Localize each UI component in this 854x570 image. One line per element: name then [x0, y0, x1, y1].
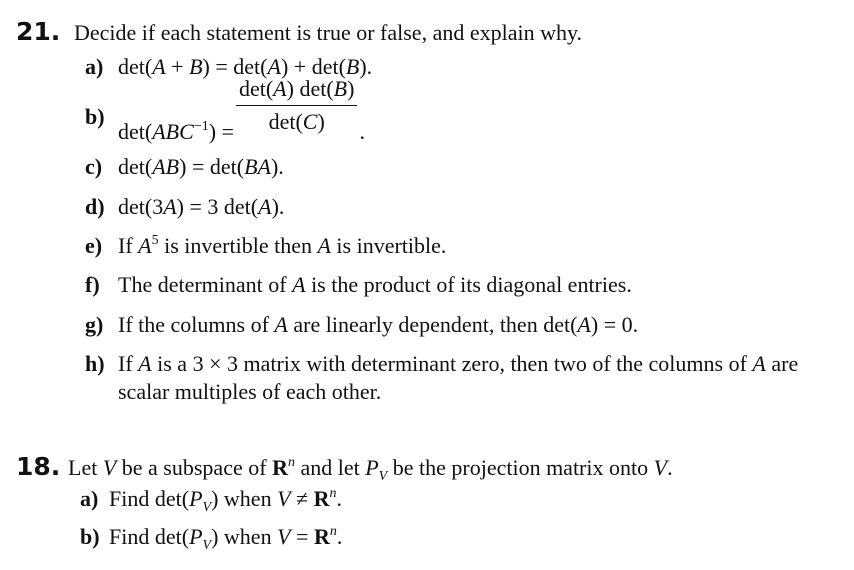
item-label: a) — [80, 486, 99, 511]
statement-text: $\det(ABC^{-1})$ = $\frac{\det(A) \det(B)}{\det(C)}$ . — [118, 76, 365, 144]
statement-text: The determinant of A is the product of its diagonal entries. — [118, 272, 632, 297]
statement-text: If A is a 3 × 3 matrix with determinant zero, then two of the columns of A are scalar multiples of each other. — [118, 351, 799, 404]
item-label: d) — [85, 194, 105, 219]
item-label: b) — [80, 524, 100, 549]
item-label: g) — [85, 312, 104, 337]
statement-text: If $A^5$ is invertible then A is invertible. — [118, 233, 447, 258]
fraction: $\frac{\det(A) \det(B)}{\det(C)}$ — [236, 75, 358, 136]
problem-number: 18. — [16, 452, 61, 481]
item-label: b) — [85, 104, 105, 129]
item-label: a) — [85, 54, 104, 79]
problem-intro: Let V be a subspace of $R^n$ and let $P_V$ be the projection matrix onto V. — [68, 455, 673, 484]
item-label: h) — [85, 351, 105, 376]
statement-text: det(A + B) = det(A) + det(B). — [118, 54, 373, 79]
question-text: Find $\det(P_V)$ when $V = R^n$. — [109, 524, 343, 553]
problem-number: 21. — [16, 17, 61, 46]
statement-text: det(3A) = 3 det(A). — [118, 194, 285, 219]
statement-text: det(AB) = det(BA). — [118, 154, 284, 179]
problem-intro: Decide if each statement is true or false, and explain why. — [74, 20, 583, 45]
item-label: e) — [85, 233, 103, 258]
item-label: f) — [85, 272, 100, 297]
statement-text: If the columns of A are linearly dependent, then det(A) = 0. — [118, 312, 639, 337]
item-label: c) — [85, 154, 103, 179]
question-text: Find $\det(P_V)$ when $V \ne R^n$. — [109, 486, 342, 515]
